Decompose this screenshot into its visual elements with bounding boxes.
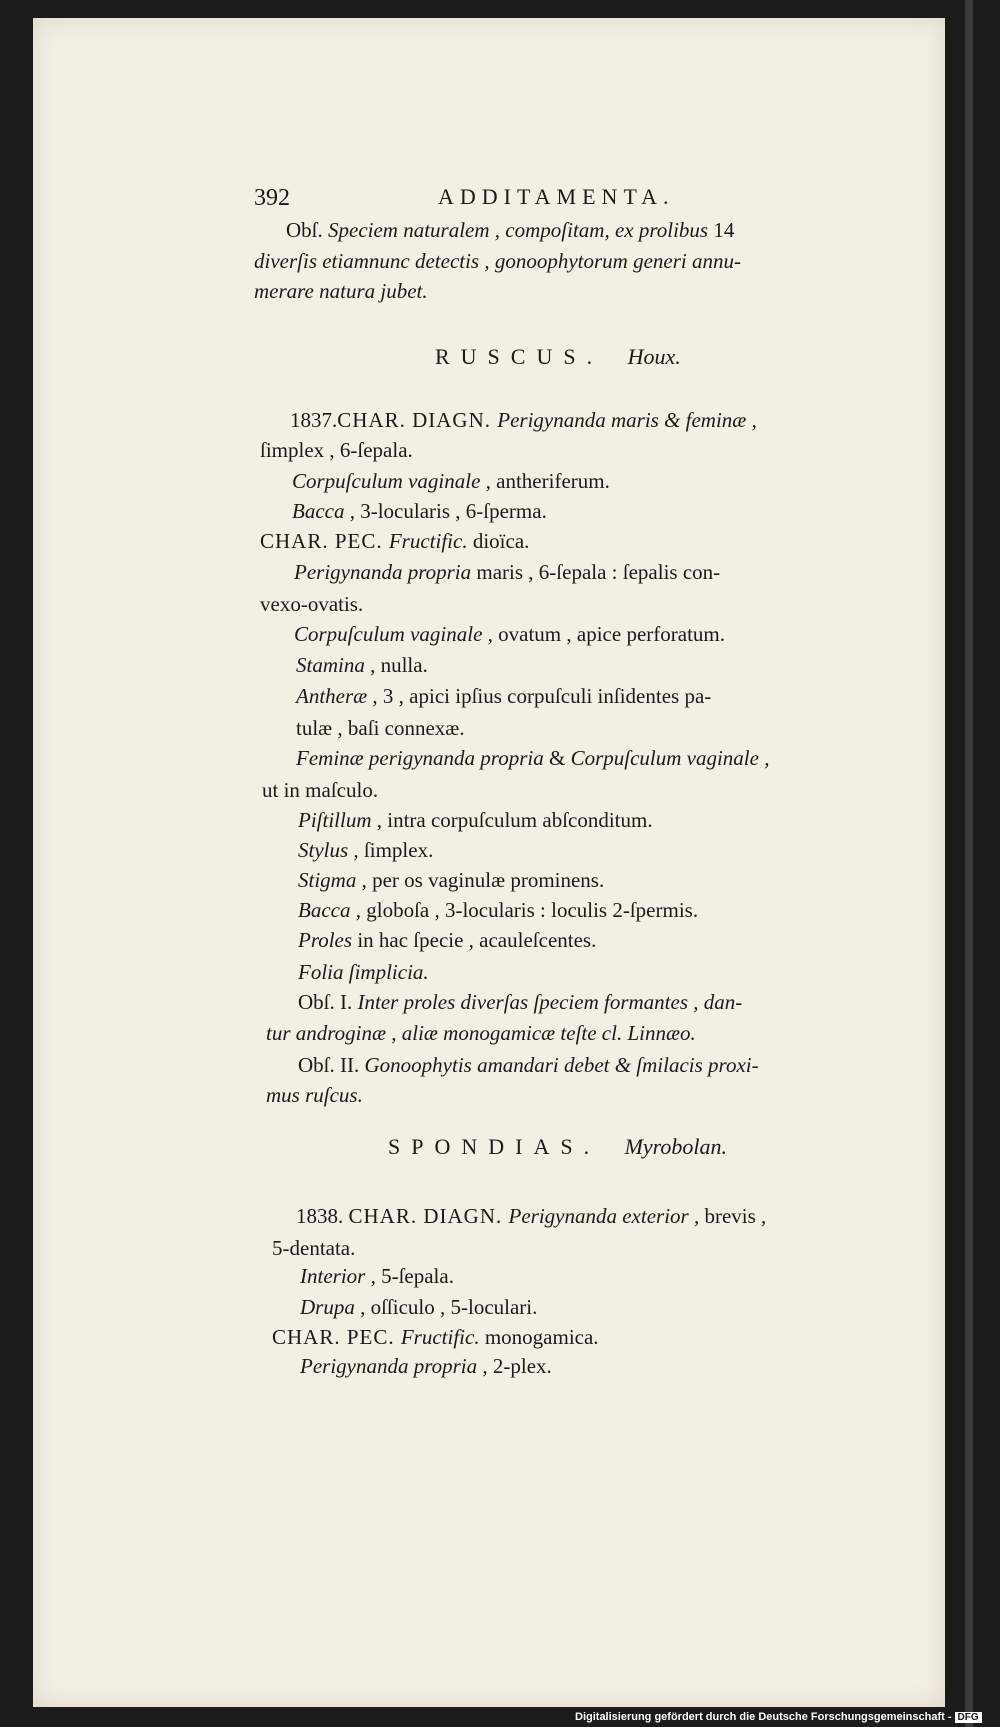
text-line (272, 1327, 599, 1348)
text-span: Feminæ perigynanda propria (296, 746, 544, 770)
text-span: maris , 6-ſepala : ſepalis con- (471, 560, 721, 584)
text-line (298, 962, 429, 983)
text-span: 5-dentata. (272, 1236, 356, 1260)
text-line (260, 594, 363, 615)
text-line (298, 900, 698, 921)
text-line (294, 624, 725, 645)
text-span: merare natura jubet. (254, 279, 428, 303)
text-line (286, 220, 734, 241)
page-number: 392 (254, 185, 290, 211)
text-span: Fructific. (400, 1325, 480, 1349)
text-span: Stylus , (298, 838, 359, 862)
text-span: Drupa , (300, 1295, 366, 1319)
text-span: Corpuſculum vaginale , (570, 746, 770, 770)
text-span: tulæ , baſi connexæ. (296, 716, 465, 740)
text-span: 5-ſepala. (375, 1264, 454, 1288)
genus-common: Houx. (627, 344, 681, 369)
text-span: Proles (298, 928, 353, 952)
text-line (296, 748, 769, 769)
text-span: brevis , (699, 1204, 767, 1228)
text-span: 1838. (296, 1204, 349, 1228)
text-span: vexo-ovatis. (260, 592, 364, 616)
text-span: in hac ſpecie , acauleſcentes. (352, 928, 597, 952)
text-span: ſimplex , 6-ſepala. (260, 438, 413, 462)
text-span: Bacca , (298, 898, 361, 922)
text-span: Perigynanda propria , (300, 1354, 488, 1378)
text-span: Perigynanda propria (294, 560, 472, 584)
text-line (292, 501, 547, 522)
text-span: 3-locularis , 6-ſperma. (354, 499, 547, 523)
text-line (290, 410, 757, 431)
text-span: monogamica. (479, 1325, 599, 1349)
text-span: 14 (708, 218, 735, 242)
text-line (298, 870, 604, 891)
text-span: tur androginæ , aliæ monogamicæ teſte cl. Linnæo. (266, 1021, 696, 1045)
text-span: CHAR. DIAGN. (337, 408, 498, 432)
text-span: & (543, 746, 571, 770)
text-span: Inter proles diverſas ſpeciem formantes , dan- (357, 990, 743, 1014)
text-span: Stigma , (298, 868, 367, 892)
text-span: 3 , apici ipſius corpuſculi inſidentes pa- (377, 684, 712, 708)
text-line (298, 840, 433, 861)
text-span: oſſiculo , 5-loculari. (365, 1295, 538, 1319)
text-line (298, 930, 596, 951)
dfg-logo: DFG (955, 1712, 982, 1723)
text-span: diverſis etiamnunc detectis , gonoophytorum generi annu- (254, 249, 741, 273)
footer-text: Digitalisierung gefördert durch die Deutsche Forschungsgemeinschaft - (575, 1711, 952, 1723)
genus-latin: SPONDIAS. (388, 1134, 601, 1159)
text-line (292, 471, 610, 492)
text-span: CHAR. PEC. (260, 529, 389, 553)
text-span: Perigynanda exterior , (508, 1204, 700, 1228)
text-span: globoſa , 3-locularis : loculis 2-ſpermis. (360, 898, 699, 922)
text-span: Corpuſculum vaginale , (294, 622, 493, 646)
text-span: Obſ. I. (298, 990, 358, 1014)
text-line (262, 780, 378, 801)
text-line (296, 718, 465, 739)
text-line (296, 686, 711, 707)
text-span: ſimplex. (358, 838, 434, 862)
text-span: Fructific. (388, 529, 468, 553)
text-line (298, 1055, 759, 1076)
text-span: Perigynanda maris & feminæ , (497, 408, 757, 432)
text-line (260, 440, 413, 461)
genus-latin: RUSCUS. (435, 344, 604, 369)
text-span: CHAR. PEC. (272, 1325, 401, 1349)
text-span: Piſtillum , (298, 808, 382, 832)
text-span: Interior , (300, 1264, 376, 1288)
text-line (296, 1206, 766, 1227)
text-span: ovatum , apice perforatum. (492, 622, 725, 646)
text-line (254, 251, 741, 272)
text-span: nulla. (375, 653, 428, 677)
text-span: ut in maſculo. (262, 778, 379, 802)
text-span: Folia ſimplicia. (298, 960, 429, 984)
text-line (298, 810, 653, 831)
text-line (260, 531, 529, 552)
text-span: Obſ. (286, 218, 328, 242)
text-line (272, 1238, 355, 1259)
text-span: CHAR. DIAGN. (348, 1204, 509, 1228)
text-line (300, 1356, 552, 1377)
text-span: Gonoophytis amandari debet & ſmilacis proxi- (364, 1053, 759, 1077)
text-span: Bacca , (292, 499, 355, 523)
text-line (266, 1085, 363, 1106)
text-span: antheriferum. (490, 469, 610, 493)
text-line (300, 1266, 454, 1287)
genus-common: Myrobolan. (624, 1134, 728, 1159)
text-span: Antheræ , (296, 684, 378, 708)
text-line (294, 562, 720, 583)
text-span: intra corpuſculum abſconditum. (382, 808, 653, 832)
text-span: 1837. (290, 408, 338, 432)
scan-gutter (965, 0, 973, 1727)
text-line (266, 1023, 696, 1044)
text-span: Stamina , (296, 653, 376, 677)
text-line (254, 281, 428, 302)
text-line (298, 992, 742, 1013)
text-span: Obſ. II. (298, 1053, 365, 1077)
text-span: Speciem naturalem , compoſitam, ex prolibus (328, 218, 709, 242)
text-span: 2-plex. (487, 1354, 552, 1378)
text-span: Corpuſculum vaginale , (292, 469, 491, 493)
running-title: ADDITAMENTA. (438, 184, 675, 209)
footer-credit (575, 1711, 982, 1723)
text-span: dioïca. (467, 529, 530, 553)
text-line (296, 655, 428, 676)
text-line (300, 1297, 537, 1318)
text-span: per os vaginulæ prominens. (366, 868, 605, 892)
genus-heading-ruscus (435, 346, 681, 368)
text-span: mus ruſcus. (266, 1083, 363, 1107)
genus-heading-spondias (388, 1136, 727, 1158)
